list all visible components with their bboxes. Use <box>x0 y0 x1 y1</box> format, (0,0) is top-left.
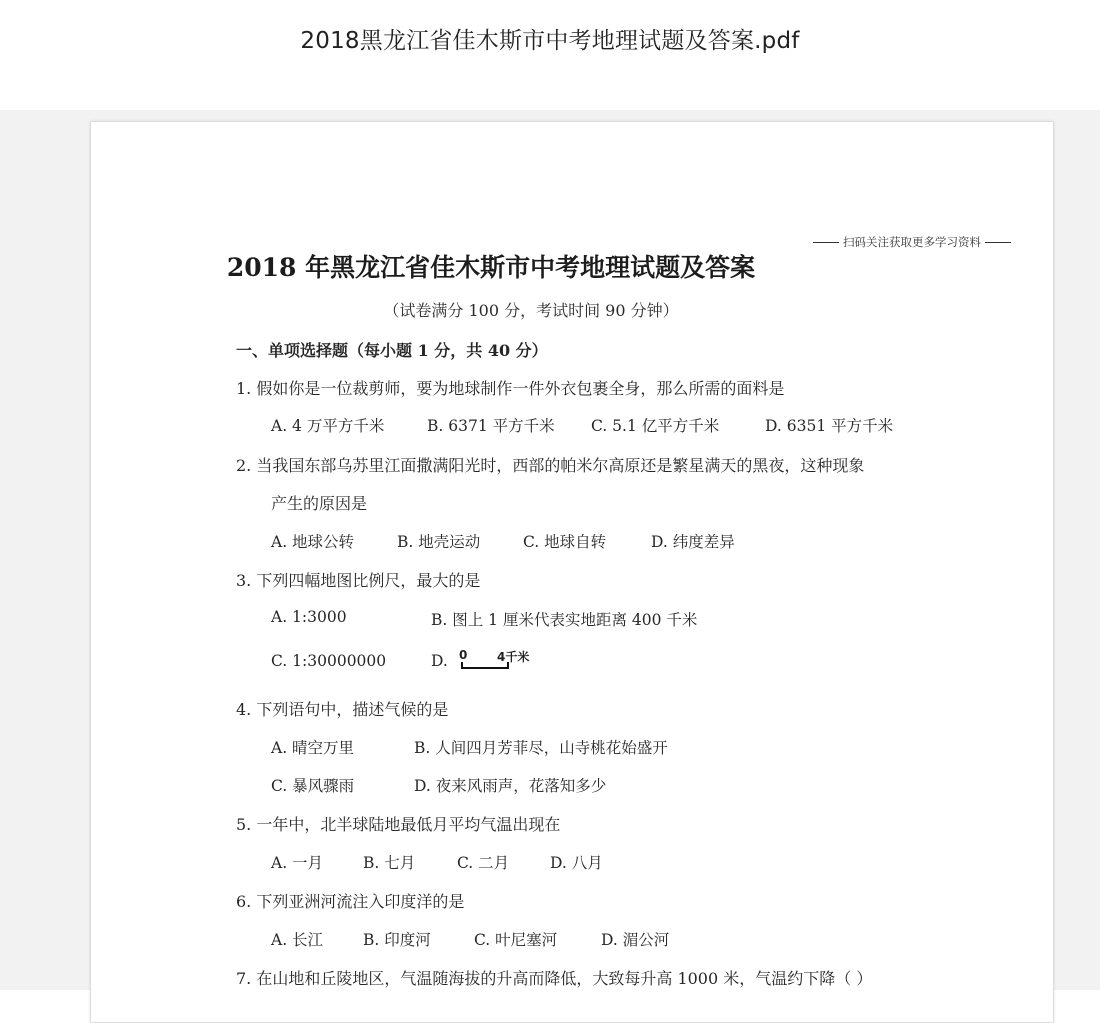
q3-option-a: A. 1:3000 <box>271 608 347 626</box>
section-heading: 一、单项选择题（每小题 1 分，共 40 分） <box>236 341 548 360</box>
q2-option-a: A. 地球公转 <box>271 533 355 551</box>
q2-option-c: C. 地球自转 <box>523 533 607 551</box>
q5-option-a: A. 一月 <box>271 854 324 872</box>
q1-option-c: C. 5.1 亿平方千米 <box>591 417 720 435</box>
q4-option-c: C. 暴风骤雨 <box>271 777 355 795</box>
viewer-header <box>0 0 1100 110</box>
watermark-rule-left <box>813 242 839 243</box>
q4-option-d: D. 夜来风雨声，花落知多少 <box>414 777 607 795</box>
q2-option-b: B. 地壳运动 <box>397 533 481 551</box>
scale-km-label: 4千米 <box>497 650 530 664</box>
q3-option-d: D. <box>431 652 448 670</box>
q3-option-c: C. 1:30000000 <box>271 652 387 670</box>
question-4: 4. 下列语句中，描述气候的是 <box>236 700 449 719</box>
scale-zero-label: 0 <box>459 648 468 662</box>
q1-option-a: A. 4 万平方千米 <box>271 417 385 435</box>
q5-option-b: B. 七月 <box>363 854 416 872</box>
q5-option-d: D. 八月 <box>550 854 603 872</box>
scale-bar <box>461 662 509 669</box>
document-subtitle: （试卷满分 100 分，考试时间 90 分钟） <box>383 301 679 320</box>
question-3: 3. 下列四幅地图比例尺，最大的是 <box>236 571 481 590</box>
watermark-rule-right <box>985 242 1011 243</box>
q1-option-b: B. 6371 平方千米 <box>427 417 555 435</box>
scale-bar-figure <box>459 648 539 674</box>
question-7: 7. 在山地和丘陵地区，气温随海拔的升高而降低，大致每升高 1000 米，气温约下降（ ） <box>236 969 873 988</box>
q4-option-b: B. 人间四月芳菲尽，山寺桃花始盛开 <box>414 739 668 757</box>
q5-option-c: C. 二月 <box>457 854 510 872</box>
question-1: 1. 假如你是一位裁剪师，要为地球制作一件外衣包裹全身，那么所需的面料是 <box>236 379 785 398</box>
pdf-page <box>90 121 1054 1023</box>
q6-option-d: D. 湄公河 <box>601 931 670 949</box>
question-5: 5. 一年中，北半球陆地最低月平均气温出现在 <box>236 815 561 834</box>
file-title: 2018黑龙江省佳木斯市中考地理试题及答案.pdf <box>300 28 800 54</box>
question-6: 6. 下列亚洲河流注入印度洋的是 <box>236 892 465 911</box>
q4-option-a: A. 晴空万里 <box>271 739 355 757</box>
q6-option-b: B. 印度河 <box>363 931 431 949</box>
question-2-line-2: 产生的原因是 <box>271 494 368 513</box>
q2-option-d: D. 纬度差异 <box>651 533 735 551</box>
document-title: 2018 年黑龙江省佳木斯市中考地理试题及答案 <box>226 253 756 282</box>
q6-option-a: A. 长江 <box>271 931 324 949</box>
q1-option-d: D. 6351 平方千米 <box>765 417 894 435</box>
question-2-line-1: 2. 当我国东部乌苏里江面撒满阳光时，西部的帕米尔高原还是繁星满天的黑夜，这种现象 <box>236 456 865 475</box>
q6-option-c: C. 叶尼塞河 <box>474 931 558 949</box>
q3-option-b: B. 图上 1 厘米代表实地距离 400 千米 <box>431 611 698 629</box>
watermark-text: 扫码关注获取更多学习资料 <box>843 235 981 249</box>
